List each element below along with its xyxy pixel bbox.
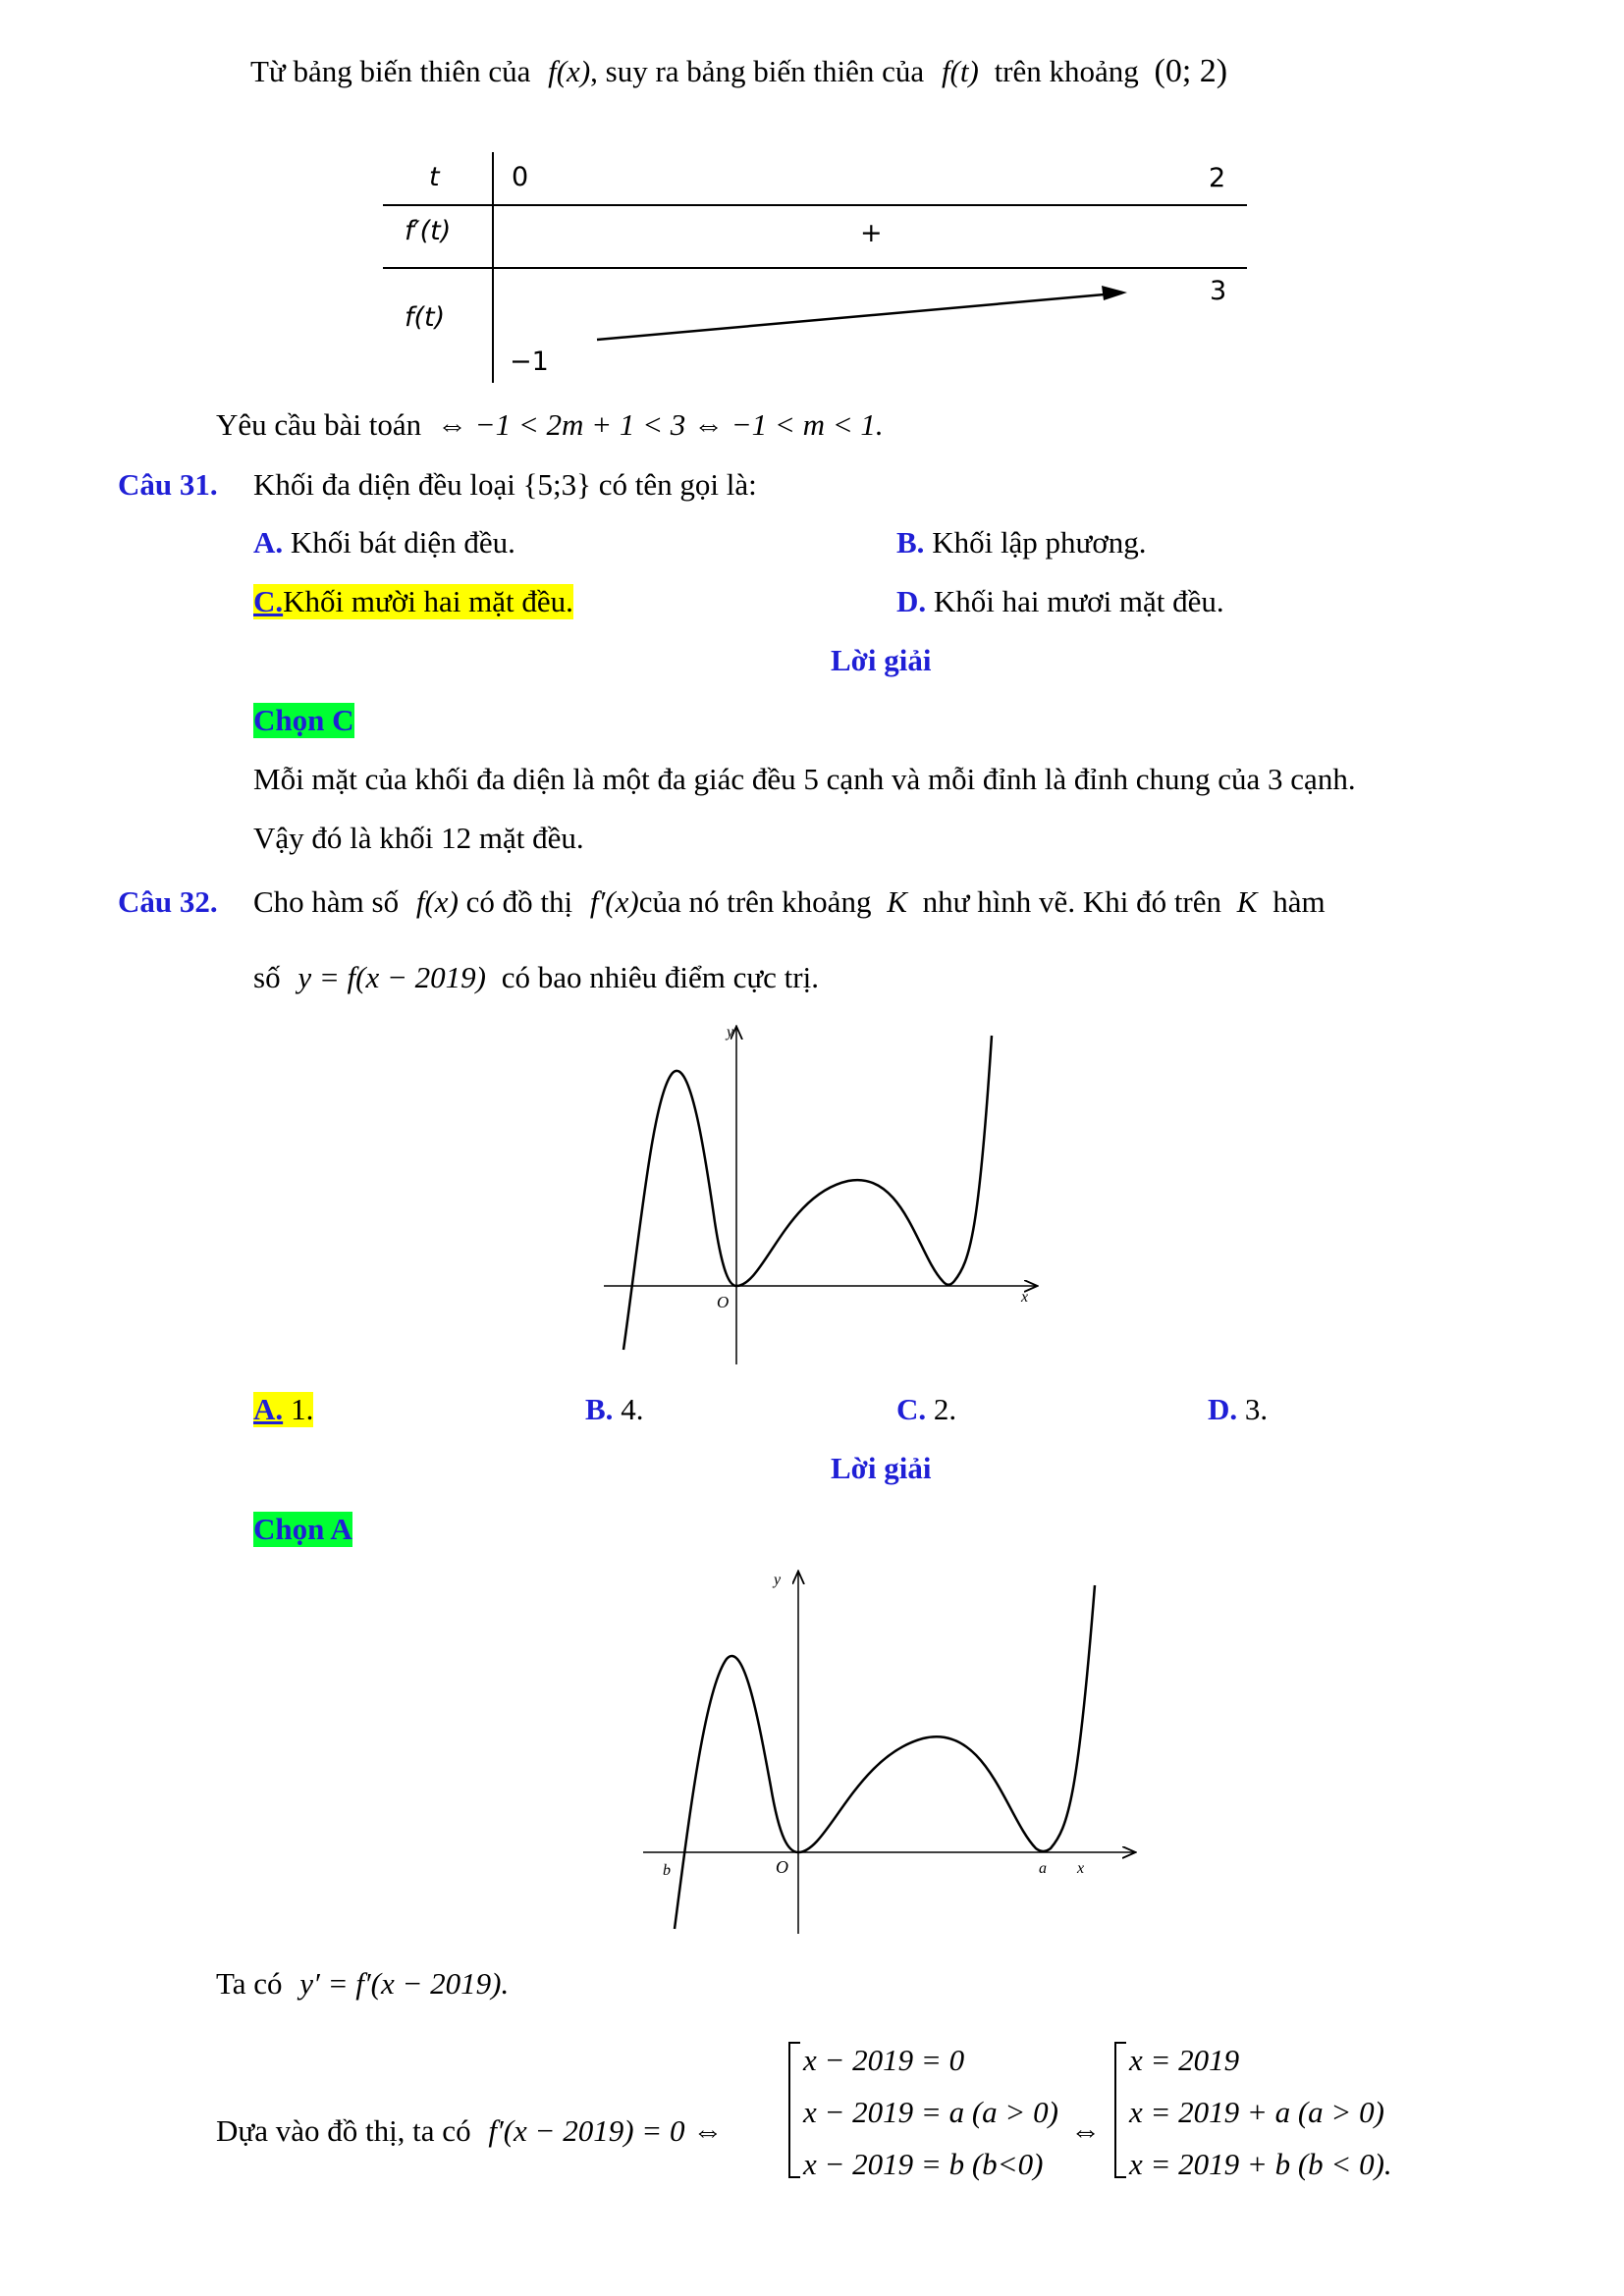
q32-option-c: C. 2. (896, 1392, 957, 1426)
graph-curve (623, 1036, 992, 1350)
graph1-y-label: y (727, 1024, 734, 1041)
graph2-curve (675, 1585, 1095, 1929)
q31-option-c-text: Khối mười hai mặt đều. (283, 584, 573, 618)
table-f-end: 3 (1210, 276, 1227, 306)
intro-line (250, 53, 1227, 90)
q32-solution-title: Lời giải (831, 1451, 932, 1485)
q32-option-d: D. 3. (1208, 1392, 1269, 1426)
q31-option-a-letter: A. (253, 525, 284, 560)
requirement-math: ⇔ −1 < 2m + 1 < 3 ⇔ −1 < m < 1. (436, 407, 884, 442)
graph-fprime-2 (628, 1561, 1149, 1939)
graph-fprime-1 (589, 1016, 1051, 1374)
intro-ft: f(t) (941, 54, 979, 88)
system2-bracket (1114, 2042, 1126, 2178)
q31-option-d-text: Khối hai mươi mặt đều. (933, 584, 1224, 618)
intro-text-after: trên khoảng (994, 54, 1139, 88)
q31-explanation-2: Vậy đó là khối 12 mặt đều. (253, 821, 584, 855)
q31-option-d (896, 584, 1224, 619)
system2-line-1: x = 2019 (1129, 2043, 1240, 2077)
increasing-arrow (597, 294, 1115, 340)
q32-option-a: A. 1. (253, 1392, 314, 1426)
q31-question: Khối đa diện đều loại {5;3} có tên gọi là: (253, 467, 757, 502)
table-f-label: f(t) (405, 302, 446, 333)
table-t-end: 2 (1209, 163, 1226, 193)
q31-option-b-text: Khối lập phương. (932, 525, 1147, 560)
system1-line-1: x − 2019 = 0 (803, 2043, 965, 2077)
q32-choice: Chọn A (253, 1512, 352, 1546)
derivative-line: Ta có y′ = f′(x − 2019). (216, 1966, 510, 2001)
requirement-line (216, 407, 884, 443)
system1-line-2: x − 2019 = a (a > 0) (803, 2095, 1058, 2129)
requirement-text: Yêu cầu bài toán (216, 407, 422, 442)
intro-interval: (0; 2) (1154, 53, 1228, 89)
graph1-x-label: x (1021, 1289, 1029, 1306)
q31-option-d-letter: D. (896, 584, 927, 618)
equiv-sign: ⇔ (1070, 2113, 1101, 2148)
q31-option-c-letter: C. (253, 584, 284, 618)
graph1-origin-label: O (717, 1293, 730, 1311)
q31-explanation-1: Mỗi mặt của khối đa diện là một đa giác đều 5 cạnh và mỗi đỉnh là đỉnh chung của 3 cạnh. (253, 762, 1356, 796)
q31-label: Câu 31. (118, 467, 218, 502)
table-t-label: t (429, 162, 440, 192)
q31-option-a (253, 525, 515, 561)
q32-line-2: số y = f(x − 2019) có bao nhiêu điểm cực trị. (253, 960, 819, 994)
q31-option-b (896, 525, 1147, 561)
q31-solution-title: Lời giải (831, 643, 932, 677)
table-f-start: −1 (510, 347, 549, 377)
table-sign: + (860, 218, 883, 248)
intro-text-before: Từ bảng biến thiên của (250, 54, 531, 88)
based-line: Dựa vào đồ thị, ta có f′(x − 2019) = 0 ⇔ (216, 2113, 724, 2148)
intro-text-mid: , suy ra bảng biến thiên của (590, 54, 925, 88)
variation-table-lines (373, 147, 1257, 388)
graph2-a-label: a (1039, 1860, 1047, 1877)
q32-label: Câu 32. (118, 884, 218, 919)
system2-line-3: x = 2019 + b (b < 0). (1129, 2147, 1392, 2181)
table-t-start: 0 (512, 162, 529, 192)
system1-bracket (788, 2042, 800, 2178)
q31-option-b-letter: B. (896, 525, 925, 560)
q32-option-b: B. 4. (585, 1392, 644, 1426)
q31-option-c (253, 584, 573, 619)
graph2-y-label: y (774, 1572, 782, 1588)
q31-option-a-text: Khối bát diện đều. (290, 525, 515, 560)
system2-line-2: x = 2019 + a (a > 0) (1129, 2095, 1384, 2129)
q32-line-1: Cho hàm số f(x) có đồ thị f′(x)của nó trên khoảng K như hình vẽ. Khi đó trên K hàm (253, 884, 1326, 919)
intro-fx: f(x) (548, 54, 591, 88)
table-fprime-label: f′(t) (405, 216, 452, 246)
graph2-origin-label: O (776, 1857, 788, 1877)
graph2-b-label: b (663, 1862, 671, 1879)
graph2-x-label: x (1077, 1860, 1085, 1877)
q31-choice: Chọn C (253, 703, 354, 737)
system1-line-3: x − 2019 = b (b<0) (803, 2147, 1044, 2181)
